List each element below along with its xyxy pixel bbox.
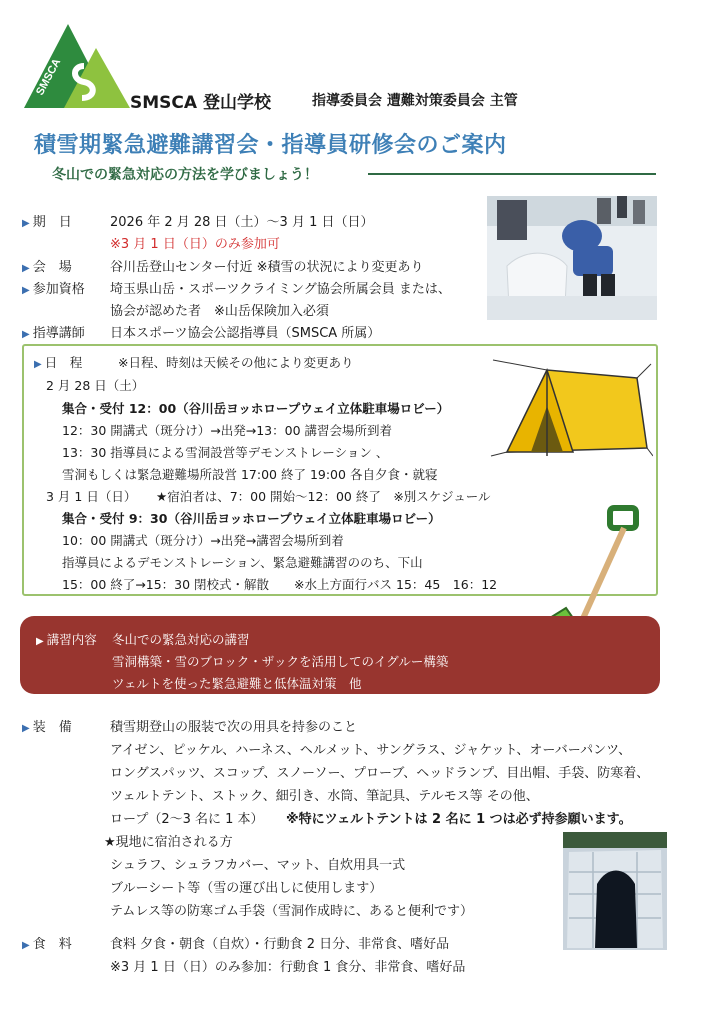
- lecture-line2: 雪洞構築・雪のブロック・ザックを活用してのイグルー構築: [112, 654, 449, 669]
- food-label: ▶ 食 料: [22, 937, 72, 952]
- date-note: ※3 月 1 日（日）のみ参加可: [110, 237, 280, 252]
- lecture-line3: ツェルトを使った緊急避難と低体温対策 他: [112, 676, 362, 691]
- qual-line2: 協会が認めた者 ※山岳保険加入必須: [110, 304, 329, 319]
- stay-line3: テムレス等の防寒ゴム手袋（雪洞作成時に、あると便利です）: [110, 904, 473, 919]
- schedule-note: ※日程、時刻は天候その他により変更あり: [118, 355, 354, 370]
- schedule-label: ▶ 日 程: [34, 355, 83, 370]
- day2-line3: 15：00 終了→15：30 閉校式・解散 ※水上方面行バス 15：45 16：12: [62, 577, 498, 592]
- page-subtitle: 冬山での緊急対応の方法を学びましょう！: [52, 167, 318, 183]
- stay-line1: シュラフ、シュラフカバー、マット、自炊用具一式: [110, 858, 406, 873]
- day1-line2: 13：30 指導員による雪洞設営等デモンストレーション 、: [62, 445, 389, 460]
- day2-meet: 集合・受付 9：30（谷川岳ヨッホロープウェイ立体駐車場ロビー）: [62, 511, 441, 526]
- qual-line1: 埼玉県山岳・スポーツクライミング協会所属会員 または、: [110, 282, 451, 297]
- day2-line1: 10：00 開講式（斑分け）→出発→講習会場所到着: [62, 533, 344, 548]
- day2-title: 3 月 1 日（日）: [46, 489, 137, 504]
- snow-photo: [487, 196, 657, 320]
- smsca-logo: [24, 22, 132, 110]
- instructor-label: ▶ 指導講師: [22, 326, 85, 341]
- equipment-line3: ロングスパッツ、スコップ、スノーソー、プローブ、ヘッドランプ、目出帽、手袋、防寒着、: [110, 766, 650, 781]
- stay-line2: ブルーシート等（雪の運び出しに使用します）: [110, 881, 383, 896]
- equipment-line2: アイゼン、ピッケル、ハーネス、ヘルメット、サングラス、ジャケット、オーバーパンツ、: [110, 743, 632, 758]
- venue-value: 谷川岳登山センター付近 ※積雪の状況により変更あり: [110, 260, 424, 275]
- stay-note: ★現地に宿泊される方: [104, 835, 233, 850]
- equipment-line4: ツェルトテント、ストック、細引き、水筒、筆記具、テルモス等 その他、: [110, 789, 539, 804]
- day1-line3: 雪洞もしくは緊急避難場所設営 17:00 終了 19:00 各自夕食・就寝: [62, 467, 438, 482]
- org-name: SMSCA 登山学校: [130, 93, 271, 113]
- day2-note: ★宿泊者は、7：00 開始～12：00 終了 ※別スケジュール: [156, 489, 491, 504]
- igloo-photo: [563, 832, 667, 950]
- day2-line2: 指導員によるデモンストレーション、緊急避難講習ののち、下山: [62, 555, 423, 570]
- lecture-label: ▶ 講習内容: [36, 632, 97, 647]
- subtitle-rule: [368, 173, 656, 175]
- page-title: 積雪期緊急避難講習会・指導員研修会のご案内: [34, 133, 507, 158]
- day1-meet: 集合・受付 12：00（谷川岳ヨッホロープウェイ立体駐車場ロビー）: [62, 401, 450, 416]
- date-label: ▶ 期 日: [22, 215, 72, 230]
- equipment-line1: 積雪期登山の服装で次の用具を持参のこと: [110, 720, 358, 735]
- date-value: 2026 年 2 月 28 日（土）～3 月 1 日（日）: [110, 215, 374, 230]
- qual-label: ▶ 参加資格: [22, 282, 85, 297]
- venue-label: ▶ 会 場: [22, 260, 72, 275]
- committee-name: 指導委員会 遭難対策委員会 主管: [312, 93, 518, 109]
- day1-line1: 12：30 開講式（斑分け）→出発→13：00 講習会場所到着: [62, 423, 393, 438]
- equipment-line5: ロープ（2～3 名に 1 本）: [110, 812, 264, 827]
- instructor-value: 日本スポーツ協会公認指導員（SMSCA 所属）: [110, 326, 381, 341]
- day1-title: 2 月 28 日（土）: [46, 378, 145, 393]
- tent-illustration: [487, 356, 653, 460]
- lecture-line1: 冬山での緊急対応の講習: [112, 632, 250, 647]
- food-line1: 食料 夕食・朝食（自炊）・行動食 2 日分、非常食、嗜好品: [110, 937, 450, 952]
- equipment-label: ▶ 装 備: [22, 720, 72, 735]
- logo-text: SMSCA: [34, 56, 64, 98]
- equipment-note: ※特にツェルトテントは 2 名に 1 つは必ず持参願います。: [286, 812, 632, 827]
- food-line2: ※3 月 1 日（日）のみ参加：行動食 1 食分、非常食、嗜好品: [110, 960, 466, 975]
